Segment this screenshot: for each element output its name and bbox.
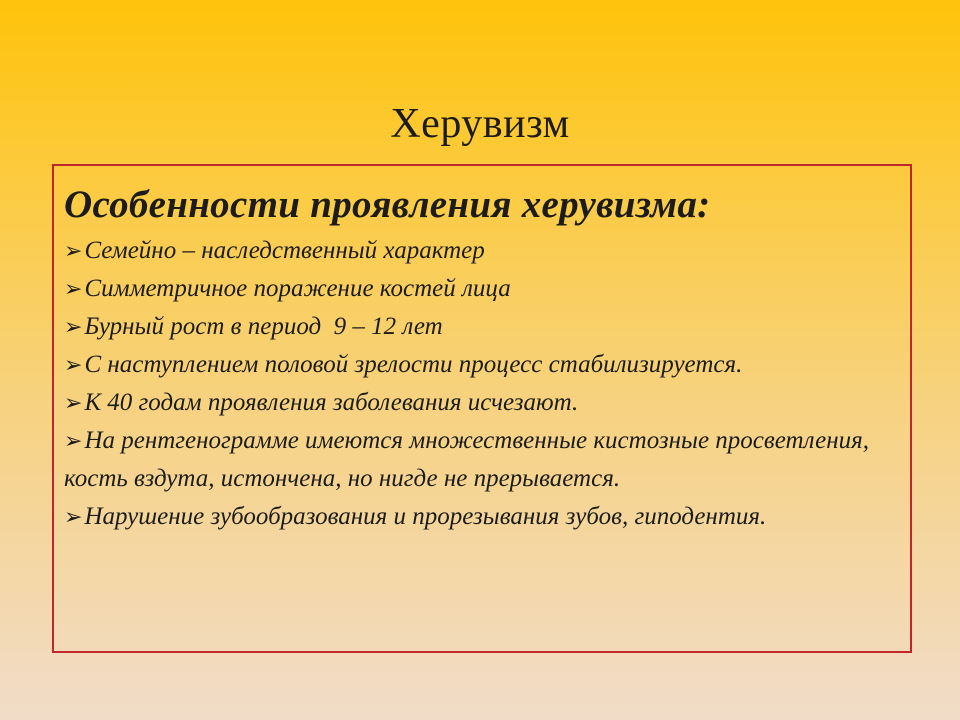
list-item	[64, 422, 900, 498]
content-box	[52, 164, 912, 653]
arrow-bullet-icon: ➢	[64, 504, 83, 529]
list-item-text: Нарушение зубообразования и прорезывания зубов, гиподентия.	[84, 503, 767, 530]
list-item-text: К 40 годам проявления заболевания исчезают.	[84, 389, 579, 416]
list-item-text: Симметричное поражение костей лица	[84, 275, 511, 302]
arrow-bullet-icon: ➢	[64, 314, 83, 339]
arrow-bullet-icon: ➢	[64, 428, 83, 453]
list-item-text: С наступлением половой зрелости процесс стабилизируется.	[84, 351, 743, 378]
arrow-bullet-icon: ➢	[64, 238, 83, 263]
arrow-bullet-icon: ➢	[64, 352, 83, 377]
bullet-list	[64, 232, 900, 536]
slide-title: Херувизм	[390, 101, 570, 148]
list-item	[64, 308, 900, 346]
list-item-text: Семейно – наследственный характер	[84, 237, 485, 264]
list-item	[64, 346, 900, 384]
list-item-text: На рентгенограмме имеются множественные кистозные просветления, кость вздута, истончена, но нигде не прерывается.	[64, 427, 869, 492]
box-heading: Особенности проявления херувизма:	[64, 183, 711, 226]
list-item-text: Бурный рост в период 9 – 12 лет	[84, 313, 443, 340]
list-item	[64, 232, 900, 270]
list-item	[64, 384, 900, 422]
arrow-bullet-icon: ➢	[64, 390, 83, 415]
arrow-bullet-icon: ➢	[64, 276, 83, 301]
list-item	[64, 498, 900, 536]
list-item	[64, 270, 900, 308]
